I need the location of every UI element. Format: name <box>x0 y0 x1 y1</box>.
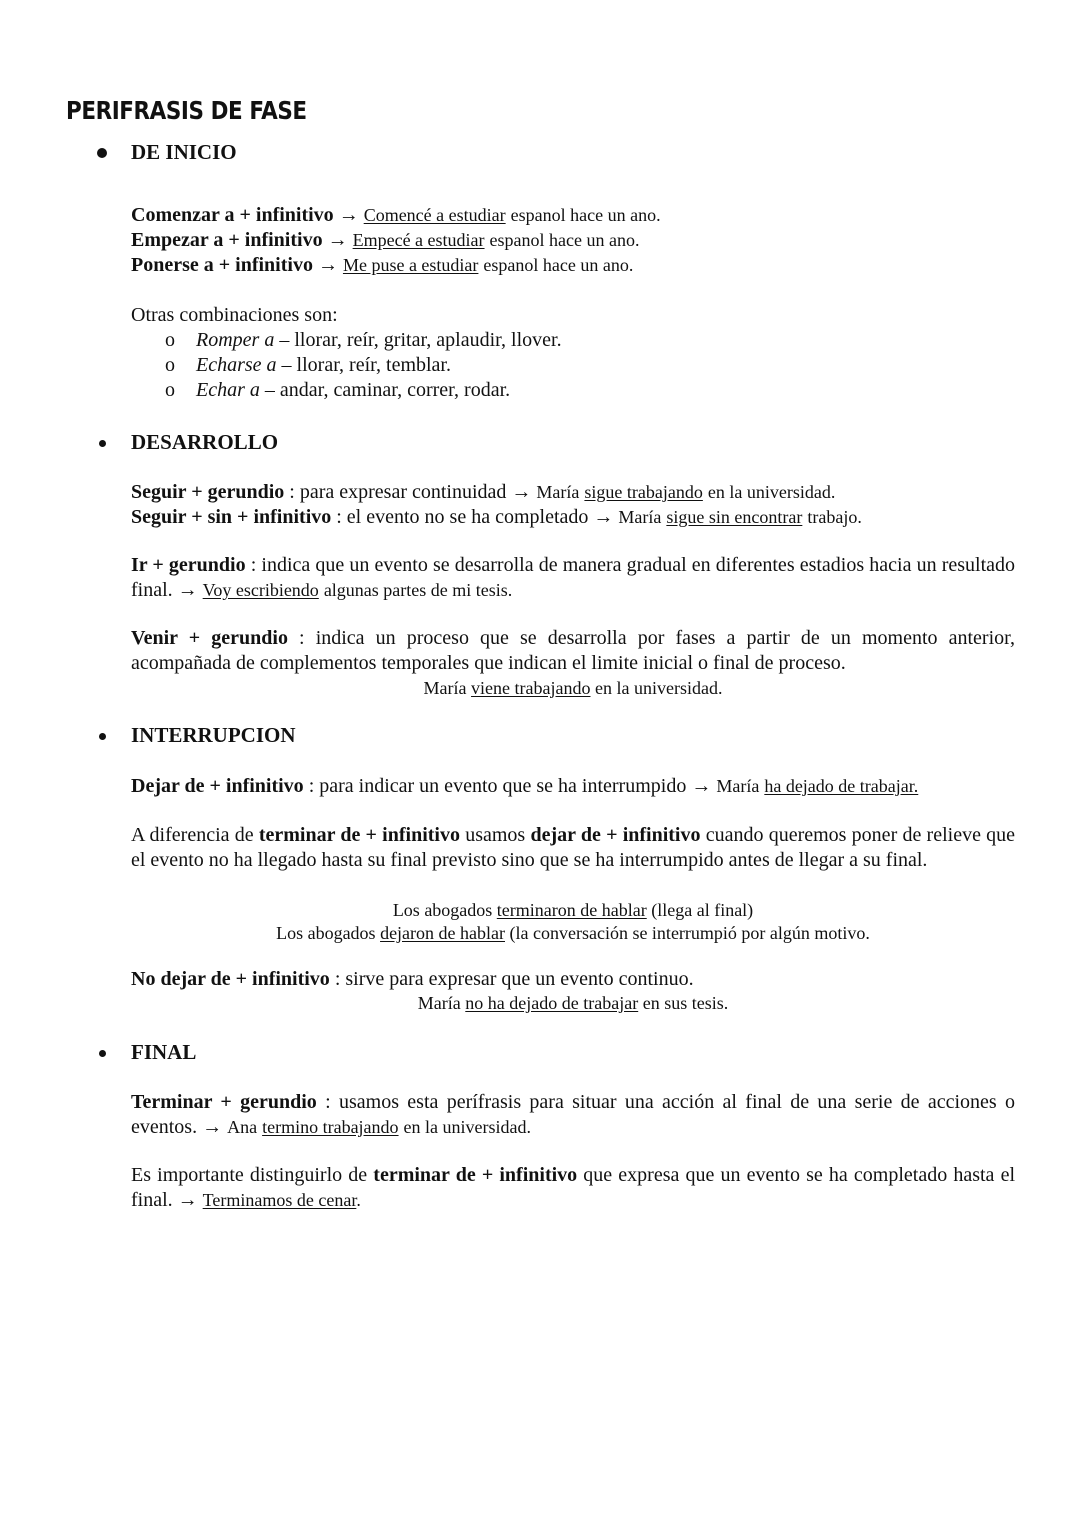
section-heading-desarrollo: DESARROLLO <box>131 430 279 454</box>
no-dejar-de-infinitivo: No dejar de + infinitivo : sirve para expresar que un evento continuo. <box>131 968 694 990</box>
bullet-icon <box>99 733 106 740</box>
example-dejaron: Los abogados dejaron de hablar (la conversación se interrumpió por algún motivo. <box>276 923 870 943</box>
diferencia-paragraph: A diferencia de terminar de + infinitivo usamos dejar de + infinitivo cuando queremos poner de relieve que el evento no ha llegado hasta su final previsto sino que se ha interrumpido antes de llegar a su final. <box>131 824 1016 871</box>
inicio-row-1: Comenzar a + infinitivo → Comencé a estudiar espanol hace un ano. <box>131 204 661 226</box>
bullet-icon <box>99 440 106 447</box>
inicio-row-3: Ponerse a + infinitivo → Me puse a estudiar espanol hace un ano. <box>131 254 634 276</box>
page-title: PERIFRASIS DE FASE <box>66 96 307 125</box>
seguir-gerundio: Seguir + gerundio : para expresar continuidad → María sigue trabajando en la universidad. <box>131 481 836 503</box>
arrow-icon: → <box>593 506 614 528</box>
ir-gerundio: Ir + gerundio : indica que un evento se desarrolla de manera gradual en diferentes estadios hacia un resultado final. → Voy escribiendo algunas partes de mi tesis. <box>131 554 1016 601</box>
terminar-gerundio: Terminar + gerundio : usamos esta perífrasis para situar una acción al final de una serie de acciones o eventos. → Ana termino trabajando en la universidad. <box>131 1091 1016 1138</box>
dejar-de-infinitivo: Dejar de + infinitivo : para indicar un evento que se ha interrumpido → María ha dejado de trabajar. <box>131 775 919 797</box>
bullet-icon <box>99 1050 106 1057</box>
section-heading-interrupcion: INTERRUPCION <box>131 723 296 747</box>
arrow-icon: → <box>511 481 532 503</box>
section-heading-final: FINAL <box>131 1040 197 1064</box>
list-item: o Romper a – llorar, reír, gritar, aplaudir, llover. <box>165 329 562 351</box>
arrow-icon: → <box>177 579 198 601</box>
venir-gerundio: Venir + gerundio : indica un proceso que se desarrolla por fases a partir de un momento anterior, acompañada de complementos temporales que indican el limite inicial o final de proceso. <box>131 627 1015 674</box>
arrow-icon: → <box>202 1116 223 1138</box>
distinguir-paragraph: Es importante distinguirlo de terminar de + infinitivo que expresa que un evento se ha completado hasta el final. → Terminamos de cenar. <box>131 1164 1016 1211</box>
arrow-icon: → <box>327 229 348 251</box>
example-terminaron: Los abogados terminaron de hablar (llega al final) <box>392 900 754 920</box>
arrow-icon: → <box>177 1189 198 1211</box>
venir-example: María viene trabajando en la universidad. <box>423 678 723 698</box>
arrow-icon: → <box>691 775 712 797</box>
arrow-icon: → <box>338 204 359 226</box>
no-dejar-example: María no ha dejado de trabajar en sus tesis. <box>417 993 729 1013</box>
bullet-icon <box>97 148 107 158</box>
seguir-sin-infinitivo: Seguir + sin + infinitivo : el evento no se ha completado → María sigue sin encontrar trabajo. <box>131 506 862 528</box>
inicio-row-2: Empezar a + infinitivo → Empecé a estudiar espanol hace un ano. <box>131 229 640 251</box>
arrow-icon: → <box>317 254 338 276</box>
list-item: o Echarse a – llorar, reír, temblar. <box>165 354 451 376</box>
otras-intro: Otras combinaciones son: <box>131 304 338 326</box>
section-heading-inicio: DE INICIO <box>131 140 237 164</box>
list-item: o Echar a – andar, caminar, correr, rodar. <box>165 379 511 401</box>
